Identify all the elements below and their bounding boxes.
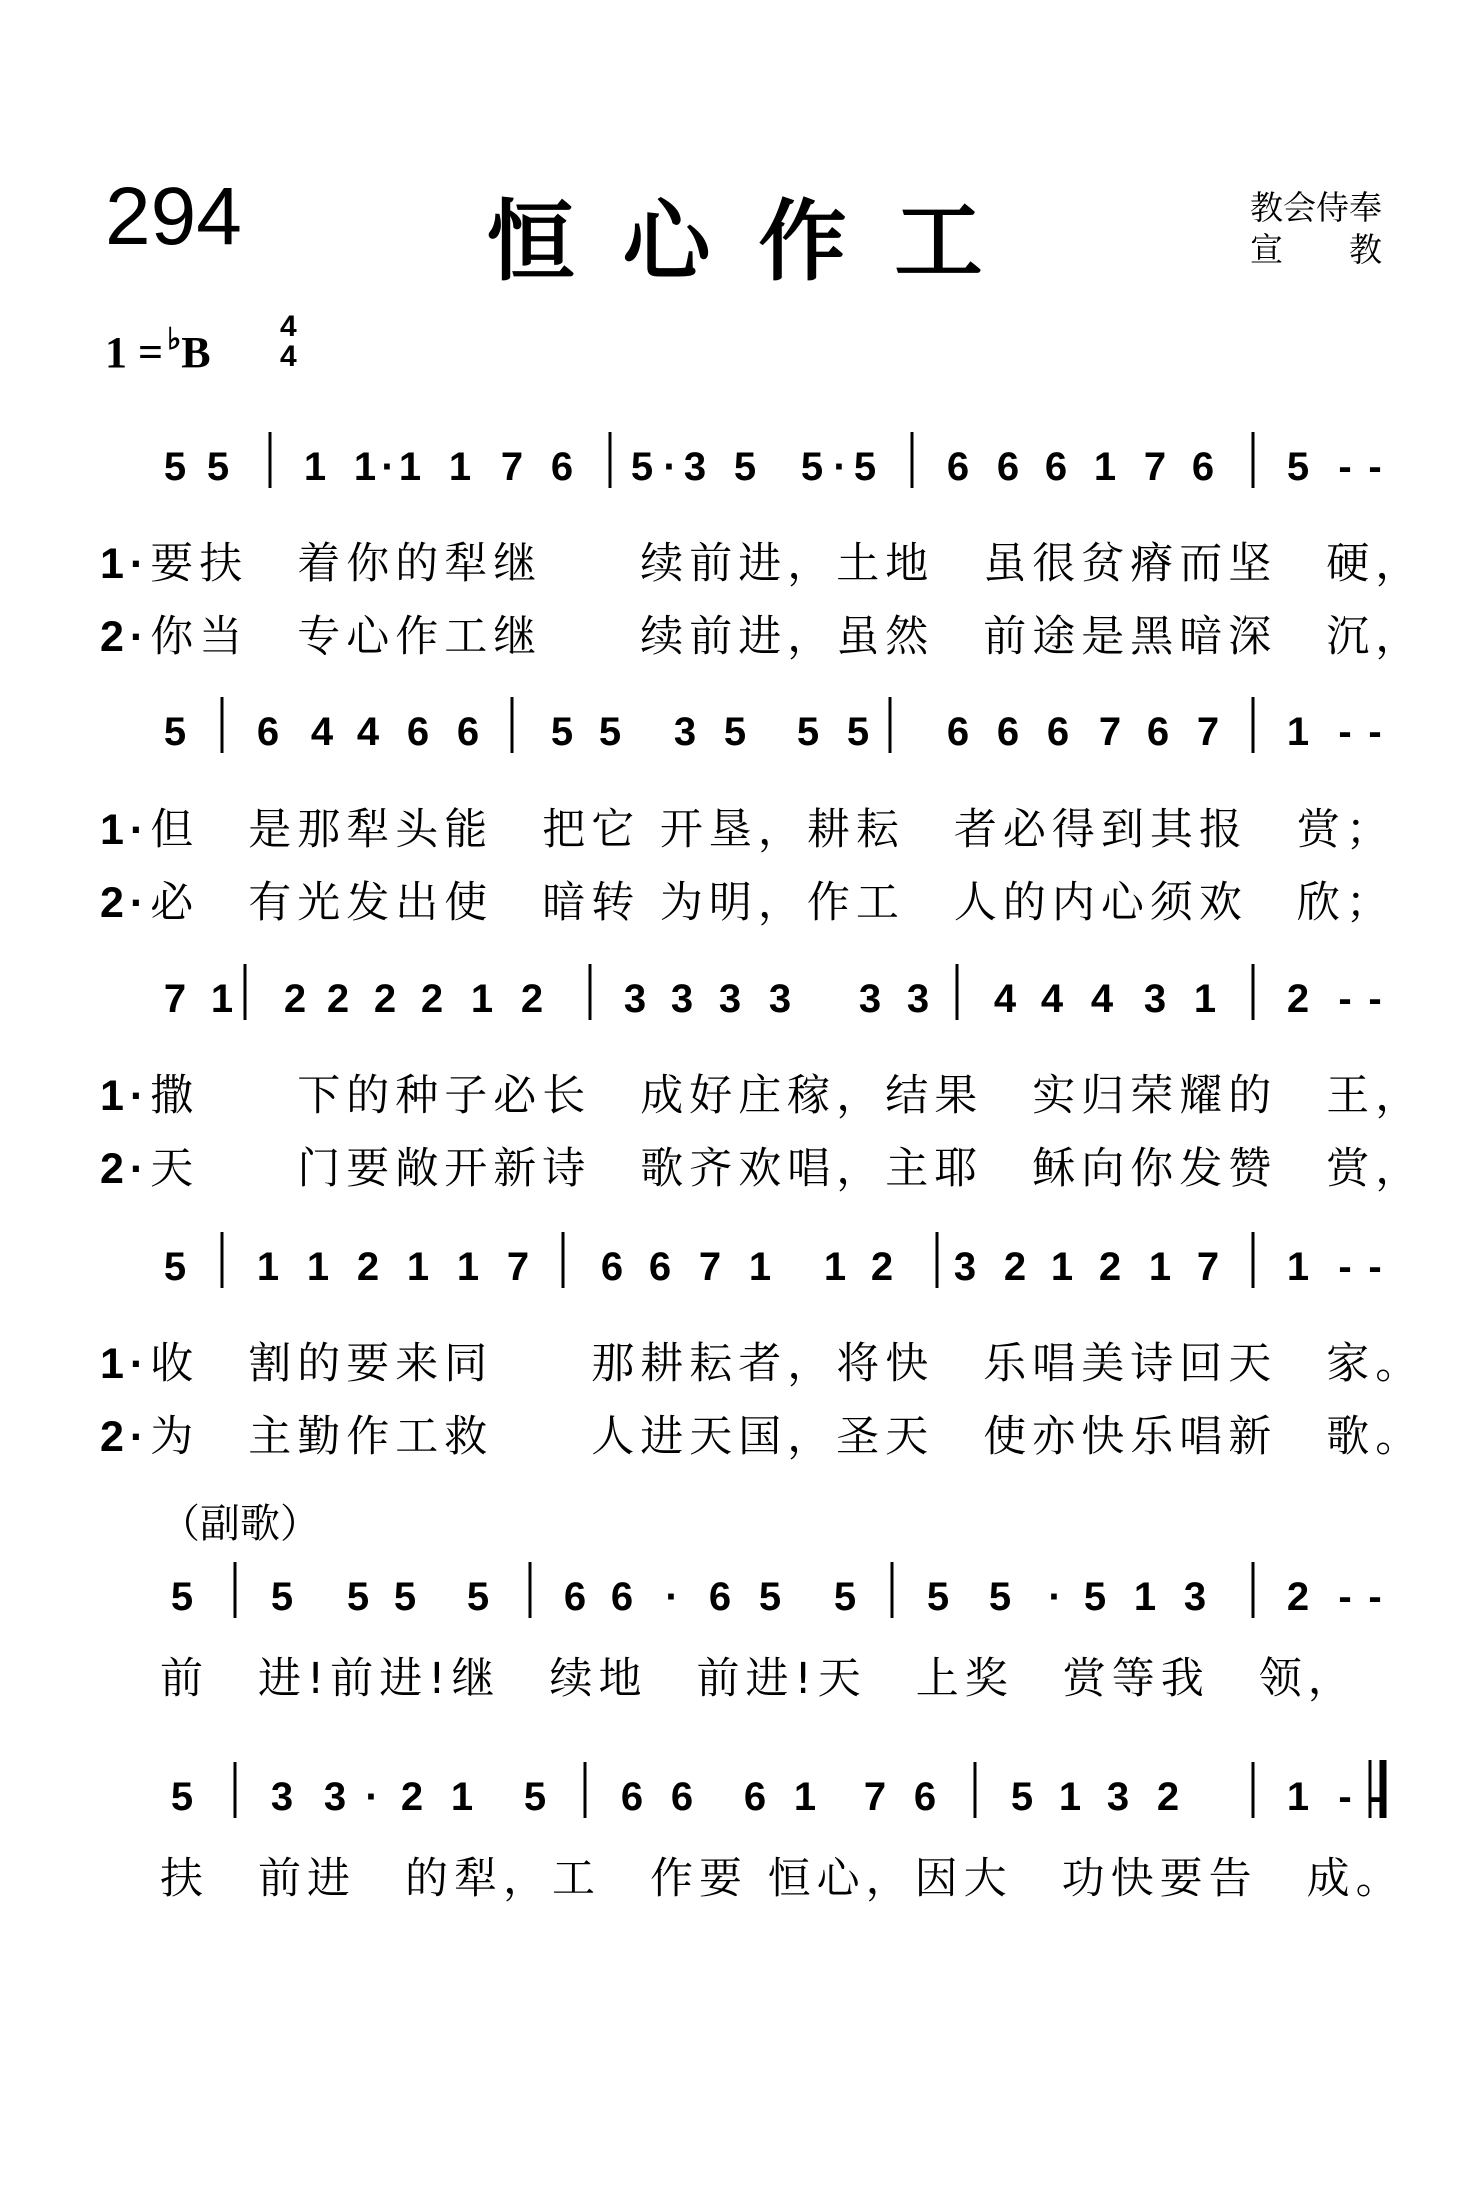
note-4-21: - xyxy=(1338,1245,1352,1289)
note-3-17: 4 xyxy=(1090,977,1114,1021)
note-1-14: 5 xyxy=(800,445,824,489)
note-2-6: 6 xyxy=(456,710,480,754)
note-4-17: 2 xyxy=(1098,1245,1122,1289)
chorus-label: （副歌） xyxy=(160,1501,320,1547)
note-6-14: 5 xyxy=(1010,1775,1034,1819)
note-5-1: 5 xyxy=(170,1575,194,1619)
note-5-10: 5 xyxy=(758,1575,782,1619)
note-6-12: 7 xyxy=(863,1775,887,1819)
note-2-4: 4 xyxy=(356,710,380,754)
note-2-3: 4 xyxy=(310,710,334,754)
note-6-9: 6 xyxy=(670,1775,694,1819)
flat-symbol: ♭ xyxy=(167,323,182,356)
note-6-19: - xyxy=(1338,1775,1352,1819)
note-1-8: 7 xyxy=(500,445,524,489)
note-4-12: 1 xyxy=(823,1245,847,1289)
note-3-4: 2 xyxy=(326,977,350,1021)
note-3-5: 2 xyxy=(373,977,397,1021)
note-1-9: 6 xyxy=(550,445,574,489)
note-2-5: 6 xyxy=(406,710,430,754)
note-3-14: 3 xyxy=(906,977,930,1021)
note-2-11: 5 xyxy=(796,710,820,754)
system-3-verse-1: 1·撒 下的种子必长 成好庄稼，结果 实归荣耀的 王， xyxy=(100,1071,1425,1121)
note-4-11: 1 xyxy=(748,1245,772,1289)
note-5-20: - xyxy=(1368,1575,1382,1619)
note-2-18: 7 xyxy=(1196,710,1220,754)
note-3-12: 3 xyxy=(768,977,792,1021)
note-1-16: 5 xyxy=(853,445,877,489)
note-2-10: 5 xyxy=(723,710,747,754)
note-6-10: 6 xyxy=(743,1775,767,1819)
note-2-8: 5 xyxy=(598,710,622,754)
note-1-19: 6 xyxy=(1044,445,1068,489)
note-1-25: - xyxy=(1368,445,1382,489)
note-6-7: 5 xyxy=(523,1775,547,1819)
note-2-19: 1 xyxy=(1286,710,1310,754)
note-3-11: 3 xyxy=(718,977,742,1021)
note-5-16: 1 xyxy=(1133,1575,1157,1619)
note-5-5: 5 xyxy=(466,1575,490,1619)
note-1-2: 5 xyxy=(206,445,230,489)
note-4-9: 6 xyxy=(648,1245,672,1289)
chorus-system-2-lyric: 扶 前进 的犁，工 作要 恒心，因大 功快要告 成。 xyxy=(160,1854,1405,1904)
note-1-7: 1 xyxy=(448,445,472,489)
note-5-11: 5 xyxy=(833,1575,857,1619)
note-6-3: 3 xyxy=(323,1775,347,1819)
note-6-13: 6 xyxy=(913,1775,937,1819)
note-1-13: 5 xyxy=(733,445,757,489)
note-6-20: - xyxy=(1368,1775,1382,1819)
key-letter: B xyxy=(181,328,211,377)
note-6-16: 3 xyxy=(1106,1775,1130,1819)
note-5-9: 6 xyxy=(708,1575,732,1619)
note-6-8: 6 xyxy=(620,1775,644,1819)
note-4-14: 3 xyxy=(953,1245,977,1289)
note-5-13: 5 xyxy=(988,1575,1012,1619)
system-3-verse-2: 2·天 门要敞开新诗 歌齐欢唱，主耶 稣向你发赞 赏， xyxy=(100,1144,1425,1194)
note-3-22: - xyxy=(1368,977,1382,1021)
note-3-8: 2 xyxy=(520,977,544,1021)
note-5-3: 5 xyxy=(346,1575,370,1619)
note-4-16: 1 xyxy=(1050,1245,1074,1289)
note-5-17: 3 xyxy=(1183,1575,1207,1619)
note-2-17: 6 xyxy=(1146,710,1170,754)
note-1-4: 1 xyxy=(353,445,377,489)
note-4-20: 1 xyxy=(1286,1245,1310,1289)
note-4-19: 7 xyxy=(1196,1245,1220,1289)
note-4-13: 2 xyxy=(870,1245,894,1289)
note-5-15: 5 xyxy=(1083,1575,1107,1619)
note-6-17: 2 xyxy=(1156,1775,1180,1819)
note-4-8: 6 xyxy=(600,1245,624,1289)
note-3-18: 3 xyxy=(1143,977,1167,1021)
note-2-12: 5 xyxy=(846,710,870,754)
note-1-10: 5 xyxy=(630,445,654,489)
note-4-22: - xyxy=(1368,1245,1382,1289)
key-label: 1 = xyxy=(105,328,164,377)
note-5-7: 6 xyxy=(610,1575,634,1619)
note-3-16: 4 xyxy=(1040,977,1064,1021)
attribution-category: 教会侍奉 xyxy=(1250,188,1382,227)
note-6-4: · xyxy=(365,1775,379,1819)
note-2-2: 6 xyxy=(256,710,280,754)
note-1-12: 3 xyxy=(683,445,707,489)
note-2-9: 3 xyxy=(673,710,697,754)
note-1-20: 1 xyxy=(1093,445,1117,489)
hymn-number: 294 xyxy=(105,171,242,262)
note-1-3: 1 xyxy=(303,445,327,489)
note-2-20: - xyxy=(1338,710,1352,754)
note-6-5: 2 xyxy=(400,1775,424,1819)
note-1-17: 6 xyxy=(946,445,970,489)
note-1-11: · xyxy=(663,445,677,489)
system-2-verse-2: 2·必 有光发出使 暗转 为明，作工 人的内心须欢 欣； xyxy=(100,878,1395,928)
note-4-18: 1 xyxy=(1148,1245,1172,1289)
note-4-2: 1 xyxy=(256,1245,280,1289)
note-6-1: 5 xyxy=(170,1775,194,1819)
note-3-7: 1 xyxy=(470,977,494,1021)
note-6-6: 1 xyxy=(450,1775,474,1819)
system-1-verse-2: 2·你当 专心作工继 续前进，虽然 前途是黑暗深 沉， xyxy=(100,612,1425,662)
system-2-verse-1: 1·但 是那犁头能 把它 开垦，耕耘 者必得到其报 赏； xyxy=(100,805,1395,855)
note-3-1: 7 xyxy=(163,977,187,1021)
note-4-6: 1 xyxy=(456,1245,480,1289)
note-5-18: 2 xyxy=(1286,1575,1310,1619)
note-1-24: - xyxy=(1338,445,1352,489)
note-3-20: 2 xyxy=(1286,977,1310,1021)
note-2-16: 7 xyxy=(1098,710,1122,754)
note-5-4: 5 xyxy=(393,1575,417,1619)
note-3-6: 2 xyxy=(420,977,444,1021)
note-6-15: 1 xyxy=(1058,1775,1082,1819)
note-4-4: 2 xyxy=(356,1245,380,1289)
note-1-18: 6 xyxy=(996,445,1020,489)
note-4-1: 5 xyxy=(163,1245,187,1289)
note-4-15: 2 xyxy=(1003,1245,1027,1289)
note-5-6: 6 xyxy=(563,1575,587,1619)
note-4-10: 7 xyxy=(698,1245,722,1289)
note-5-14: · xyxy=(1048,1575,1062,1619)
system-4-verse-2: 2·为 主勤作工救 人进天国，圣天 使亦快乐唱新 歌。 xyxy=(100,1412,1425,1462)
note-3-13: 3 xyxy=(858,977,882,1021)
time-sig-bottom: 4 xyxy=(280,340,297,373)
note-6-2: 3 xyxy=(270,1775,294,1819)
note-6-11: 1 xyxy=(793,1775,817,1819)
note-3-10: 3 xyxy=(670,977,694,1021)
note-4-3: 1 xyxy=(306,1245,330,1289)
note-3-2: 1 xyxy=(210,977,234,1021)
note-5-2: 5 xyxy=(270,1575,294,1619)
note-2-14: 6 xyxy=(996,710,1020,754)
note-1-23: 5 xyxy=(1286,445,1310,489)
note-3-19: 1 xyxy=(1193,977,1217,1021)
note-5-8: · xyxy=(665,1575,679,1619)
note-1-21: 7 xyxy=(1143,445,1167,489)
note-2-13: 6 xyxy=(946,710,970,754)
note-6-18: 1 xyxy=(1286,1775,1310,1819)
note-2-21: - xyxy=(1368,710,1382,754)
note-1-5: · xyxy=(381,445,395,489)
attribution-subcategory: 宣 教 xyxy=(1250,230,1382,269)
note-4-5: 1 xyxy=(406,1245,430,1289)
note-3-21: - xyxy=(1338,977,1352,1021)
note-5-12: 5 xyxy=(926,1575,950,1619)
note-3-9: 3 xyxy=(623,977,647,1021)
note-3-15: 4 xyxy=(993,977,1017,1021)
note-5-19: - xyxy=(1338,1575,1352,1619)
system-1-verse-1: 1·要扶 着你的犁继 续前进，土地 虽很贫瘠而坚 硬， xyxy=(100,539,1425,589)
note-1-22: 6 xyxy=(1191,445,1215,489)
time-sig-top: 4 xyxy=(280,310,297,343)
note-1-6: 1 xyxy=(398,445,422,489)
note-2-7: 5 xyxy=(550,710,574,754)
note-4-7: 7 xyxy=(506,1245,530,1289)
note-2-15: 6 xyxy=(1046,710,1070,754)
chorus-system-1-lyric: 前 进!前进!继 续地 前进!天 上奖 赏等我 领， xyxy=(160,1654,1357,1704)
note-1-15: · xyxy=(833,445,847,489)
note-1-1: 5 xyxy=(163,445,187,489)
note-2-1: 5 xyxy=(163,710,187,754)
system-4-verse-1: 1·收 割的要来同 那耕耘者，将快 乐唱美诗回天 家。 xyxy=(100,1339,1425,1389)
note-3-3: 2 xyxy=(283,977,307,1021)
hymn-title: 恒心作工 xyxy=(486,190,1031,293)
